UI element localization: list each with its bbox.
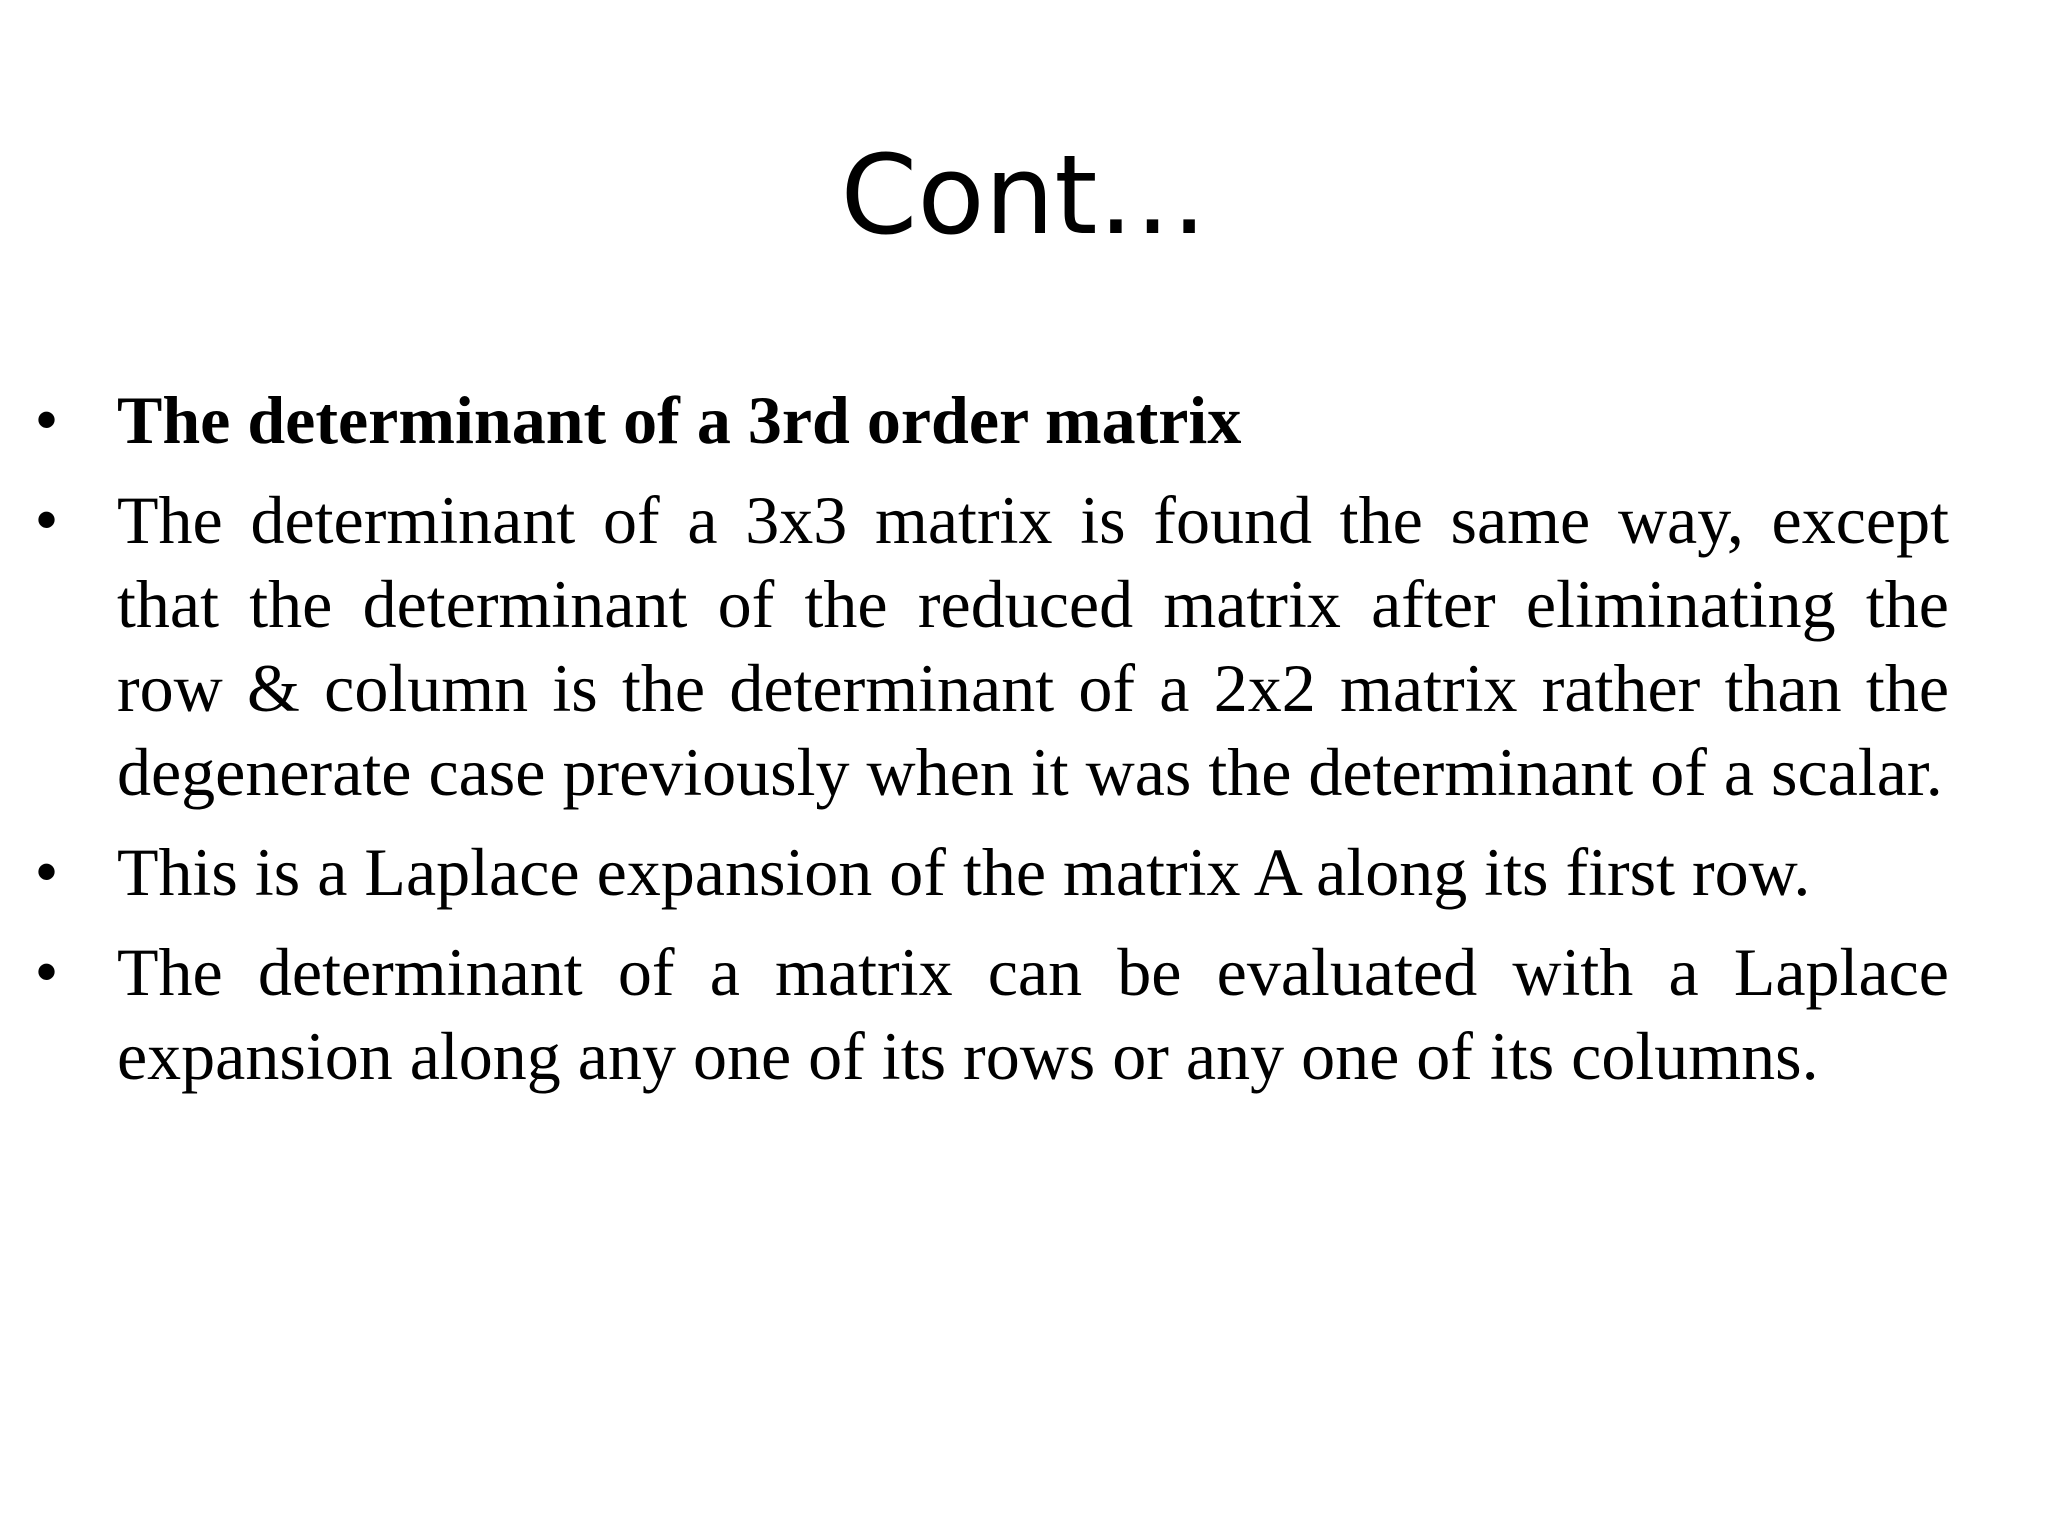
- bullet-dot-icon: •: [36, 838, 58, 905]
- bullet-item-explanation: [0, 478, 1949, 814]
- bullet-dot-icon: •: [36, 486, 58, 553]
- bullet-item-laplace: [0, 830, 1949, 914]
- slide-title: Cont…: [840, 131, 1208, 259]
- bullet-dot-icon: •: [36, 938, 58, 1005]
- bullet-dot-icon: •: [36, 386, 58, 453]
- bullet-item-evaluation: [0, 930, 1949, 1098]
- bullet-list: [0, 378, 2048, 1114]
- bullet-text: This is a Laplace expansion of the matrix A along its first row.: [117, 834, 1811, 910]
- bullet-text: The determinant of a matrix can be evaluated with a Laplace expansion along any one of its rows or any one of its columns.: [117, 934, 1949, 1094]
- bullet-text: The determinant of a 3x3 matrix is found the same way, except that the determinant of the reduced matrix after eliminating the row & column is the determinant of a 2x2 matrix rather than the degenerate case previously when it was the determinant of a scalar.: [117, 482, 1949, 810]
- bullet-item-heading: [0, 378, 1949, 462]
- bullet-text: The determinant of a 3rd order matrix: [117, 382, 1242, 458]
